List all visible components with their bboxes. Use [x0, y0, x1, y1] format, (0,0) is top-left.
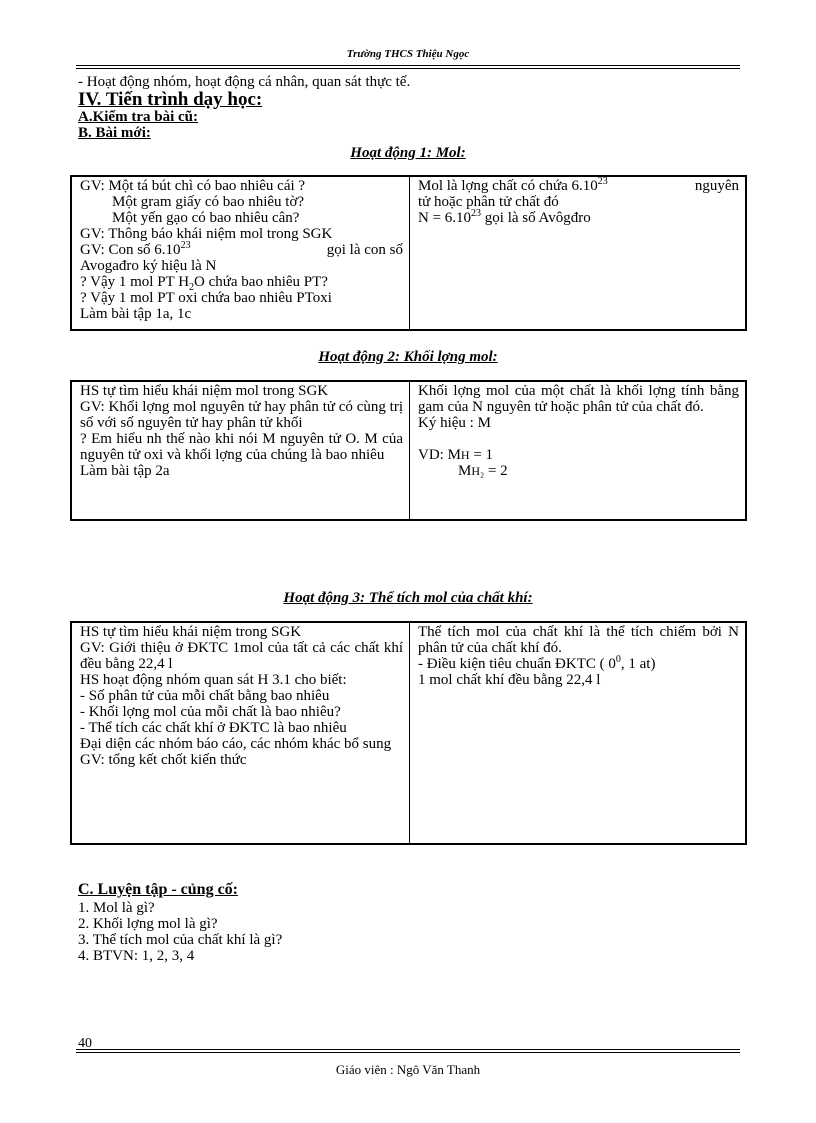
a1-l1: GV: Một tá bút chì có bao nhiêu cái ? — [80, 178, 306, 194]
practice-item: 1. Mol là gì? — [78, 900, 155, 916]
a1-r2: tử hoặc phân tử chất đó — [418, 194, 559, 210]
a3-l4: - Số phân tử của mỗi chất bằng bao nhiêu — [80, 688, 330, 704]
activity1-content-column — [410, 176, 747, 330]
a1-l9: Làm bài tập 1a, 1c — [80, 306, 192, 322]
activity2-content-column — [410, 381, 747, 520]
a2-spacer — [418, 431, 739, 447]
header-rule — [76, 65, 740, 66]
activity3-title: Hoạt động 3: Thể tích mol của chất khí: — [283, 590, 533, 606]
activity3-teacher-column — [71, 622, 410, 844]
a2-l4: Làm bài tập 2a — [80, 463, 170, 479]
a2-r2: Ký hiệu : M — [418, 415, 491, 431]
subheading-a: A.Kiểm tra bài cũ: — [78, 109, 198, 125]
a1-r1: Mol là lợng chất có chứa 6.10$^{23}$ nguyên — [418, 176, 739, 194]
activity2-table — [70, 380, 747, 521]
subheading-b: B. Bài mới: — [78, 125, 151, 141]
footer-rule-double — [76, 1052, 740, 1053]
header-title: Trường THCS Thiệu Ngọc — [346, 48, 470, 60]
page-number: 40 — [78, 1036, 92, 1051]
a3-r2: - Điều kiện tiêu chuẩn ĐKTC ( $0^0$, 1 at) — [418, 654, 656, 672]
a3-l8: GV: tổng kết chốt kiến thức — [80, 752, 247, 768]
section-iv-heading: IV. Tiến trình dạy học: — [78, 89, 263, 110]
a3-r1: Thể tích mol của chất khí là thể tích chiếm bởi N phân tử của chất khí đó. — [418, 624, 739, 656]
a1-l8: ? Vậy 1 mol PT oxi chứa bao nhiêu PToxi — [80, 290, 332, 306]
intro-line: - Hoạt động nhóm, hoạt động cá nhân, quan sát thực tế. — [78, 74, 411, 90]
a1-l4: GV: Thông báo khái niệm mol trong SGK — [80, 226, 333, 242]
a3-l5: - Khối lợng mol của mỗi chất là bao nhiêu? — [80, 704, 341, 720]
a3-l3: HS hoạt động nhóm quan sát H 3.1 cho biết: — [80, 672, 347, 688]
practice-item: 3. Thể tích mol của chất khí là gì? — [78, 932, 283, 948]
activity2-teacher-column — [71, 381, 410, 520]
a2-l1: HS tự tìm hiểu khái niệm mol trong SGK — [80, 383, 329, 399]
activity3-table — [70, 621, 747, 845]
a2-l2: GV: Khối lợng mol nguyên tử hay phân tử có cùng trị số với số nguyên tử hay phân tử khối — [80, 399, 403, 431]
a2-l3: ? Em hiểu nh thế nào khi nói M nguyên tử O. M của nguyên tử oxi và khối lợng của chúng là bao nhiêu — [80, 431, 403, 463]
activity2-title: Hoạt động 2: Khối lợng mol: — [318, 349, 498, 365]
footer-rule — [76, 1049, 740, 1050]
practice-heading: C. Luyện tập - củng cố: — [78, 881, 239, 898]
a3-r3: 1 mol chất khí đều bằng 22,4 l — [418, 672, 601, 688]
a1-l5: GV: Con số 6.10$^{23}$ gọi là con số — [80, 240, 403, 258]
a1-l2: Một gram giấy có bao nhiêu tờ? — [112, 194, 305, 210]
activity1-teacher-column — [71, 176, 410, 330]
a2-r1: Khối lợng mol của một chất là khối lợng tính bằng gam của N nguyên tử hoặc phân tử của chất đó. — [418, 383, 739, 415]
a3-l1: HS tự tìm hiểu khái niệm trong SGK — [80, 624, 302, 640]
header-rule-double — [76, 68, 740, 69]
a3-l2: GV: Giới thiệu ở ĐKTC 1mol của tất cả các chất khí đều bằng 22,4 l — [80, 640, 403, 672]
a1-r3: $N = 6.10^{23}$ gọi là số Avôgđro — [418, 208, 591, 226]
a3-l7: Đại diện các nhóm báo cáo, các nhóm khác bổ sung — [80, 736, 392, 752]
footer-teacher: Giáo viên : Ngô Văn Thanh — [335, 1062, 481, 1077]
practice-item: 4. BTVN: 1, 2, 3, 4 — [78, 948, 195, 964]
practice-item: 2. Khối lợng mol là gì? — [78, 916, 218, 932]
a1-l7: ? Vậy 1 mol PT $H_2O$ chứa bao nhiêu PT? — [80, 274, 328, 293]
a3-l6: - Thể tích các chất khí ở ĐKTC là bao nhiêu — [80, 720, 347, 736]
a1-l3: Một yến gạo có bao nhiêu cân? — [112, 210, 300, 226]
activity1-title: Hoạt động 1: Mol: — [350, 145, 466, 161]
a2-r3: VD: MH = 1 — [418, 447, 494, 463]
activity1-table — [70, 175, 747, 331]
a2-r4: MH₂ = 2 — [458, 463, 508, 479]
a1-l6: Avogađro ký hiệu là N — [80, 258, 217, 274]
activity3-content-column — [410, 622, 747, 844]
